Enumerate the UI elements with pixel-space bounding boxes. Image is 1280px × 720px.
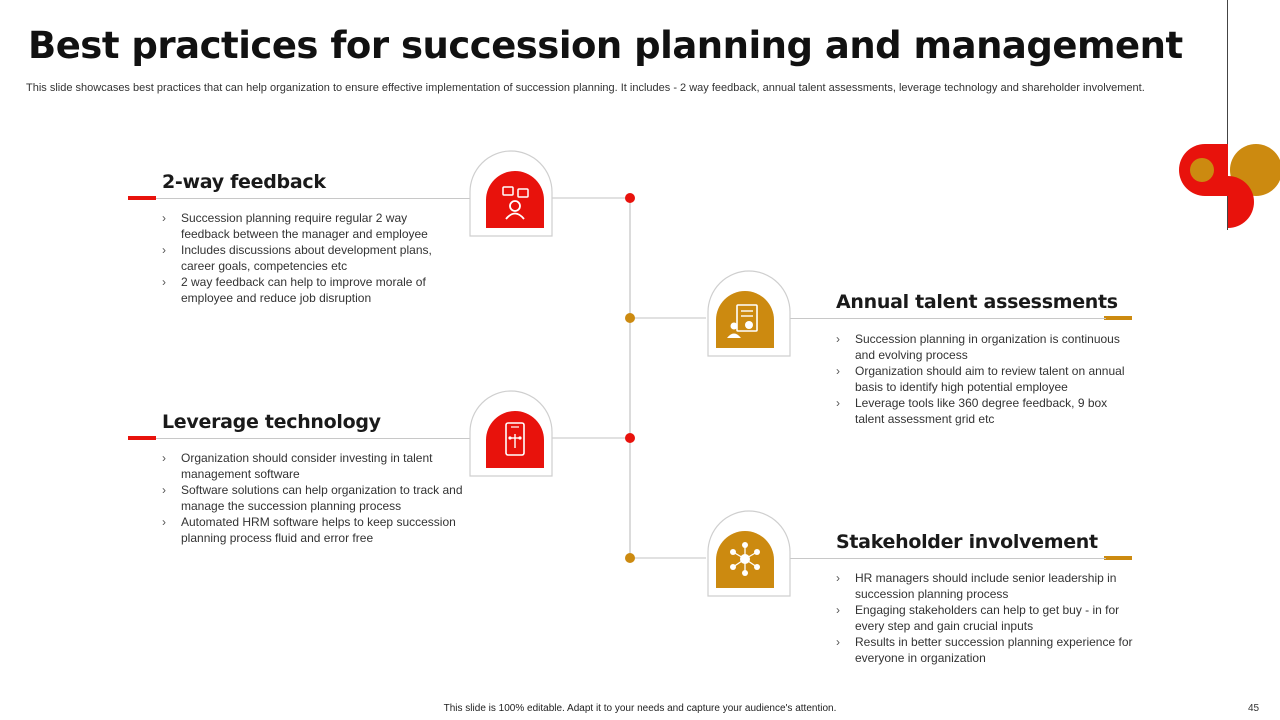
list-item: › 2 way feedback can help to improve morale of employee and reduce job disruption (162, 274, 458, 306)
list-item: › Succession planning in organization is continuous and evolving process (836, 331, 1138, 363)
page-title: Best practices for succession planning and management (28, 24, 1183, 67)
section-title-feedback: 2-way feedback (162, 171, 326, 193)
section-title-stakeholders: Stakeholder involvement (836, 531, 1098, 553)
stakeholders-bullet-list (836, 570, 1144, 666)
section-title-technology: Leverage technology (162, 411, 381, 433)
page-number: 45 (1248, 703, 1260, 714)
list-item: › Succession planning require regular 2 way feedback between the manager and employee (162, 210, 458, 242)
feedback-people-icon (466, 150, 556, 240)
accent-bar-technology (128, 436, 156, 440)
accent-bar-assessments (1104, 316, 1132, 320)
node-dot-2 (625, 313, 635, 323)
certificate-person-icon (704, 270, 794, 360)
section-title-assessments: Annual talent assessments (836, 291, 1118, 313)
section-underline (790, 558, 1106, 559)
mobile-tech-icon (466, 390, 556, 480)
list-item: › Organization should consider investing in talent management software (162, 450, 472, 482)
node-dot-3 (625, 433, 635, 443)
page-subtitle: This slide showcases best practices that can help organization to ensure effective implementation of succession planning. It includes - 2 way feedback, annual talent assessments, leverage technology and shareholder involvement. (26, 82, 1145, 94)
section-underline (156, 438, 470, 439)
feedback-bullet-list (162, 210, 458, 306)
node-dot-1 (625, 193, 635, 203)
list-item: › Leverage tools like 360 degree feedback, 9 box talent assessment grid etc (836, 395, 1138, 427)
section-underline (790, 318, 1106, 319)
section-underline (156, 198, 470, 199)
list-item: › Software solutions can help organization to track and manage the succession planning process (162, 482, 472, 514)
accent-bar-stakeholders (1104, 556, 1132, 560)
list-item: › Includes discussions about development plans, career goals, competencies etc (162, 242, 458, 274)
list-item: › Organization should aim to review talent on annual basis to identify high potential employee (836, 363, 1138, 395)
list-item: › HR managers should include senior leadership in succession planning process (836, 570, 1144, 602)
list-item: › Results in better succession planning experience for everyone in organization (836, 634, 1144, 666)
assessments-bullet-list (836, 331, 1138, 427)
accent-bar-feedback (128, 196, 156, 200)
list-item: › Engaging stakeholders can help to get buy - in for every step and gain crucial inputs (836, 602, 1144, 634)
stakeholder-network-icon (704, 510, 794, 600)
footer-note: This slide is 100% editable. Adapt it to your needs and capture your audience's attention. (443, 703, 837, 714)
node-dot-4 (625, 553, 635, 563)
technology-bullet-list (162, 450, 472, 546)
list-item: › Automated HRM software helps to keep succession planning process fluid and error free (162, 514, 472, 546)
